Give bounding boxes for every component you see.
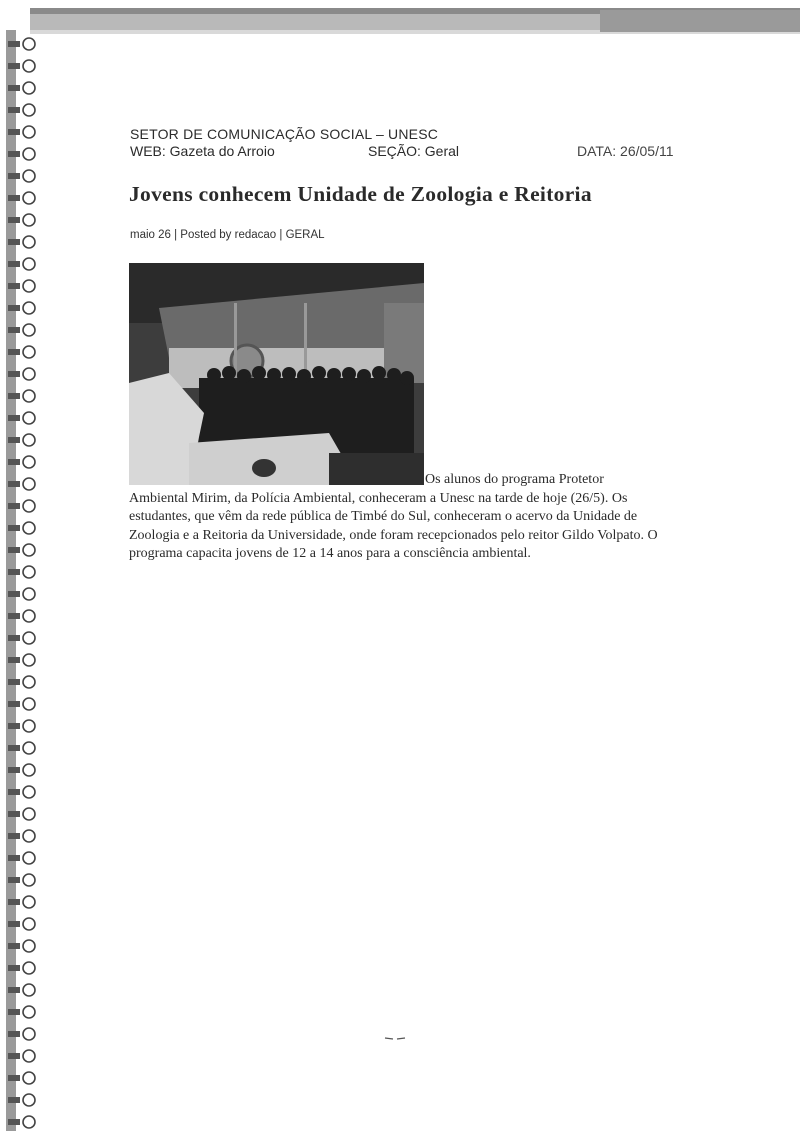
scan-mark: [383, 1035, 407, 1041]
section-label: SEÇÃO: Geral: [368, 143, 460, 159]
web-source: WEB: Gazeta do Arroio: [130, 143, 275, 159]
scan-top-edge: [0, 0, 800, 40]
article-body-first-line: Os alunos do programa Protetor: [425, 472, 604, 487]
document-header: [130, 126, 690, 161]
spiral-binding-icon: [0, 30, 45, 1131]
group-photo-image: [129, 263, 424, 485]
article-body-rest: Ambiental Mirim, da Polícia Ambiental, conheceram a Unesc na tarde de hoje (26/5). Os estudantes, que vêm da rede pública de Timbé do Sul, conheceram o acervo da Unidade de Zoologia e a Reitoria da Universidade, onde foram recepcionados pelo reitor Gildo Volpato. O programa capacita jovens de 12 a 14 anos para a consciência ambiental.: [129, 490, 658, 561]
article-body: [129, 471, 674, 564]
date-label: DATA: 26/05/11: [577, 143, 674, 159]
article-meta: maio 26 | Posted by redacao | GERAL: [130, 229, 325, 241]
sector-label: SETOR DE COMUNICAÇÃO SOCIAL – UNESC: [130, 126, 439, 142]
article-title: Jovens conhecem Unidade de Zoologia e Reitoria: [129, 182, 592, 206]
